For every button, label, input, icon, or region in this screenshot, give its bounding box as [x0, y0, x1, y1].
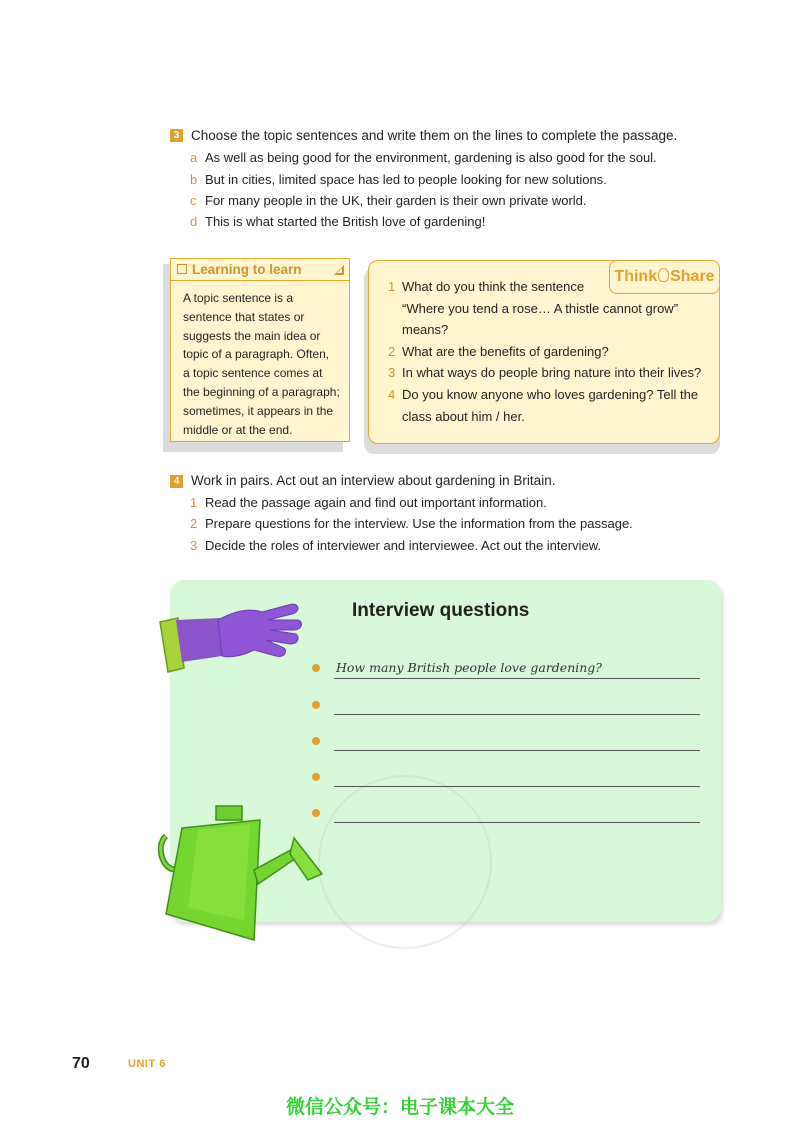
option-a — [190, 150, 657, 165]
option-text: This is what started the British love of gardening! — [205, 214, 486, 229]
page-number: 70 — [72, 1055, 90, 1072]
option-letter: a — [190, 150, 198, 165]
learning-line: sentence that states or — [183, 309, 305, 324]
learning-line: suggests the main idea or — [183, 328, 321, 343]
question-line: “Where you tend a rose… A thistle cannot grow” — [402, 300, 679, 316]
watering-can-icon — [158, 800, 328, 948]
option-letter: b — [190, 172, 198, 187]
option-text: For many people in the UK, their garden is their own private world. — [205, 193, 587, 208]
bullet-icon — [312, 664, 320, 672]
option-letter: c — [190, 193, 197, 208]
bullet-icon — [312, 737, 320, 745]
question-line: means? — [402, 322, 449, 337]
option-d — [190, 214, 485, 229]
learning-line: topic of a paragraph. Often, — [183, 347, 330, 362]
think-question-1 — [388, 276, 708, 341]
square-icon — [177, 264, 187, 274]
learning-line: middle or at the end. — [183, 422, 293, 437]
glove-icon — [158, 598, 303, 676]
learning-to-learn-box — [170, 258, 350, 442]
exercise-4-instruction: Work in pairs. Act out an interview about gardening in Britain. — [191, 473, 556, 488]
option-letter: d — [190, 214, 198, 229]
exercise-4-number: 4 — [170, 475, 183, 488]
question-line: class about him / her. — [402, 408, 525, 424]
question-number: 4 — [388, 387, 396, 402]
step-number: 1 — [190, 495, 198, 510]
step-2 — [190, 516, 633, 531]
unit-label: UNIT 6 — [128, 1058, 166, 1070]
question-number: 2 — [388, 344, 396, 359]
answer-line-3[interactable] — [334, 750, 700, 751]
question-line: Do you know anyone who loves gardening? Tell the — [402, 387, 699, 402]
answer-line-5[interactable] — [334, 822, 700, 823]
learning-line: sometimes, it appears in the — [183, 403, 334, 418]
step-1 — [190, 495, 547, 510]
think-question-2 — [388, 341, 708, 363]
question-line: What are the benefits of gardening? — [402, 344, 609, 359]
think-question-4 — [388, 384, 708, 427]
wechat-footer: 微信公众号：电子课本大全 — [285, 1097, 514, 1118]
learning-box-header — [171, 259, 349, 281]
step-text: Decide the roles of interviewer and interviewee. Act out the interview. — [205, 538, 601, 553]
think-question-3 — [388, 362, 708, 384]
step-3 — [190, 538, 601, 553]
answer-line-2[interactable] — [334, 714, 700, 715]
option-c — [190, 193, 587, 208]
question-number: 1 — [388, 279, 396, 294]
bullet-icon — [312, 701, 320, 709]
option-text: As well as being good for the environment, gardening is also good for the soul. — [205, 150, 657, 165]
interview-title: Interview questions — [352, 600, 530, 621]
step-number: 2 — [190, 516, 198, 531]
step-number: 3 — [190, 538, 198, 553]
bullet-icon — [312, 773, 320, 781]
share-label: Share — [670, 268, 715, 285]
publisher-seal-watermark — [318, 775, 492, 949]
learning-box-title: Learning to learn — [192, 262, 302, 277]
step-text: Prepare questions for the interview. Use the information from the passage. — [205, 516, 633, 531]
learning-line: a topic sentence comes at — [183, 366, 323, 381]
learning-box-text — [183, 289, 341, 439]
think-label: Think — [614, 268, 658, 285]
question-line: In what ways do people bring nature into their lives? — [402, 365, 702, 380]
answer-line-1[interactable] — [334, 678, 700, 679]
example-answer: How many British people love gardening? — [336, 660, 602, 675]
learning-line: the beginning of a paragraph; — [183, 384, 340, 399]
triangle-icon — [334, 265, 344, 275]
step-text: Read the passage again and find out important information. — [205, 495, 547, 510]
answer-line-4[interactable] — [334, 786, 700, 787]
exercise-3-instruction: Choose the topic sentences and write them on the lines to complete the passage. — [191, 128, 678, 143]
learning-line: A topic sentence is a — [183, 291, 294, 305]
option-b — [190, 172, 607, 187]
question-line: What do you think the sentence — [402, 279, 585, 294]
option-text: But in cities, limited space has led to people looking for new solutions. — [205, 172, 607, 187]
bullet-icon — [312, 809, 320, 817]
exercise-3-number: 3 — [170, 129, 183, 142]
question-number: 3 — [388, 365, 396, 380]
